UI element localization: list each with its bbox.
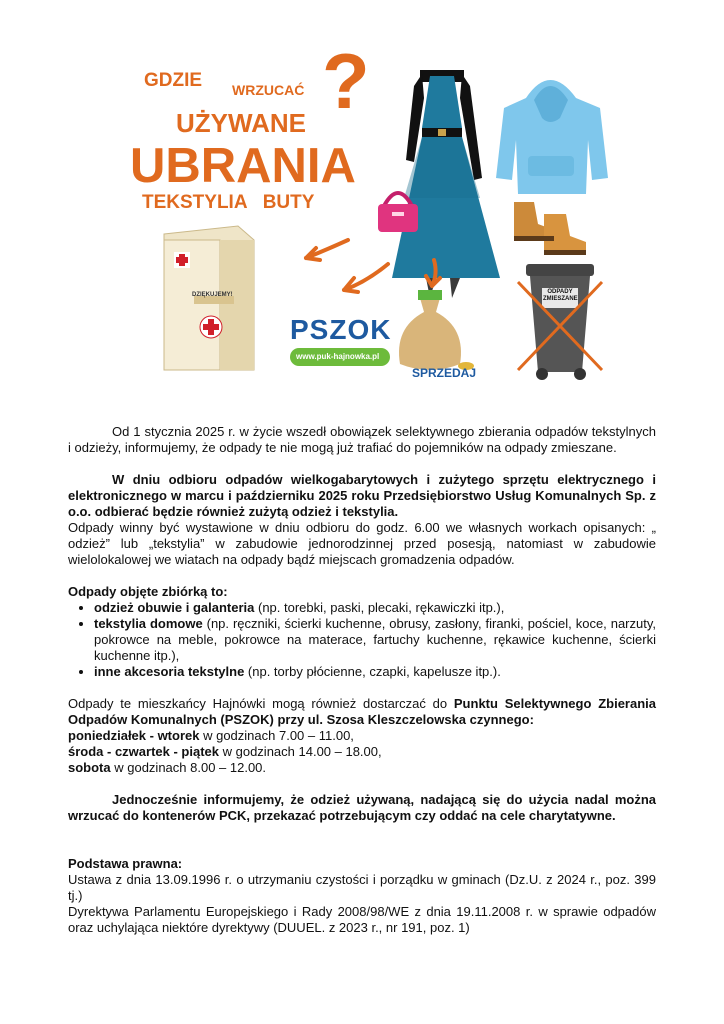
list-item-text: (np. torby płócienne, czapki, kapelusze itp.).: [244, 664, 501, 679]
boots-icon: [514, 202, 586, 255]
list-item-bold: odzież obuwie i galanteria: [94, 600, 255, 615]
poster-uzywane: UŻYWANE: [176, 108, 306, 138]
bin-icon: [518, 264, 602, 380]
poster-wrzucac: WRZUCAĆ: [232, 82, 305, 98]
hoodie-icon: [496, 80, 608, 194]
list-item: [94, 600, 656, 616]
pszok-logo: PSZOK: [290, 314, 392, 345]
hours-row: [68, 728, 656, 744]
legal-basis-1: Ustawa z dnia 13.09.1996 r. o utrzymaniu czystości i porządku w gminach (Dz.U. z 2024 r., poz. 399 tj.): [68, 872, 656, 903]
poster-gdzie: GDZIE: [144, 70, 203, 91]
closing-paragraph: [68, 792, 656, 824]
hours-time: w godzinach 14.00 – 18.00,: [219, 744, 382, 759]
list-item: [94, 664, 656, 680]
list-item-bold: tekstylia domowe: [94, 616, 203, 631]
legal-title: [68, 856, 656, 872]
container-sticker: DZIĘKUJEMY!: [192, 292, 233, 298]
poster-graphic: [130, 28, 610, 408]
document-body: [68, 424, 656, 936]
pszok-intro: Odpady te mieszkańcy Hajnówki mogą również dostarczać do: [68, 696, 454, 711]
closing-text: Jednocześnie informujemy, że odzież używaną, nadającą się do użycia nadal można wrzucać do kontenerów PCK, przekazać potrzebującym czy oddać na cele charytatywne.: [68, 792, 656, 823]
hours-time: w godzinach 8.00 – 12.00.: [110, 760, 267, 775]
legal-basis-2: Dyrektywa Parlamentu Europejskiego i Rady 2008/98/WE z dnia 19.11.2008 r. w sprawie odpadów oraz uchylająca niektóre dyrektywy (DUUEL. z 2023 r., nr 191, poz. 1): [68, 904, 656, 935]
intro-paragraph: Od 1 stycznia 2025 r. w życie wszedł obowiązek selektywnego zbierania odpadów tekstylnych i odzieży, informujemy, że odpady te nie mogą już trafiać do pojemników na odpady zmieszane.: [68, 424, 656, 455]
pszok-url: www.puk-hajnowka.pl: [296, 352, 380, 361]
list-item: [94, 616, 656, 664]
legal-title-text: Podstawa prawna:: [68, 856, 183, 871]
dress-icon: [392, 70, 500, 298]
notice-bold-text: W dniu odbioru odpadów wielkogabarytowych i zużytego sprzętu elektrycznego i elektronicznego w marcu i październiku 2025 roku Przedsiębiorstwo Usług Komunalnych Sp. z o.o. odbierać będzie również zużytą odzież i tekstylia.: [68, 472, 656, 519]
hours-row: [68, 744, 656, 760]
poster-tekstylia-buty: TEKSTYLIA BUTY: [142, 192, 315, 213]
hours-days: środa - czwartek - piątek: [68, 744, 219, 759]
notice-bold: [68, 472, 656, 520]
sprzedaj-label: SPRZEDAJ: [412, 366, 477, 380]
list-item-bold: inne akcesoria tekstylne: [94, 664, 245, 679]
list-title-text: Odpady objęte zbiórką to:: [68, 584, 228, 599]
poster-question-mark: ?: [322, 37, 370, 125]
hours-days: sobota: [68, 760, 111, 775]
notice-text: Odpady winny być wystawione w dniu odbioru do godz. 6.00 we własnych workach opisanych: „ odzież” lub „tekstylia” w zabudowie jednorodzinnej przed posesją, natomiast w zabudowie wielolokalowej we wiatach na odpady bądź miejscach gromadzenia odpadów.: [68, 520, 656, 567]
list-item-text: (np. ręczniki, ścierki kuchenne, obrusy, zasłony, firanki, pościel, koce, narzuty, pokrowce na meble, pokrowce na materace, fartuchy kuchenne, rękawice kuchenne, ścierki kuchenne itp.),: [94, 616, 656, 663]
pszok-name: Punktu Selektywnego Zbierania Odpadów Komunalnych (PSZOK) przy ul. Szosa Kleszczelowska czynnego:: [68, 696, 656, 727]
list-title: [68, 584, 656, 600]
bin-label: ODPADY ZMIESZANE: [543, 289, 578, 302]
money-bag-icon: [399, 290, 474, 370]
list-item-text: (np. torebki, paski, plecaki, rękawiczki itp.),: [254, 600, 505, 615]
hours-time: w godzinach 7.00 – 11.00,: [199, 728, 354, 743]
hours-days: poniedziałek - wtorek: [68, 728, 200, 743]
waste-list: [68, 600, 656, 680]
hours-row: [68, 760, 656, 776]
pszok-paragraph: [68, 696, 656, 728]
pck-container-icon: [164, 226, 254, 370]
poster-illustrations: [130, 28, 610, 408]
poster-ubrania: UBRANIA: [130, 139, 356, 193]
